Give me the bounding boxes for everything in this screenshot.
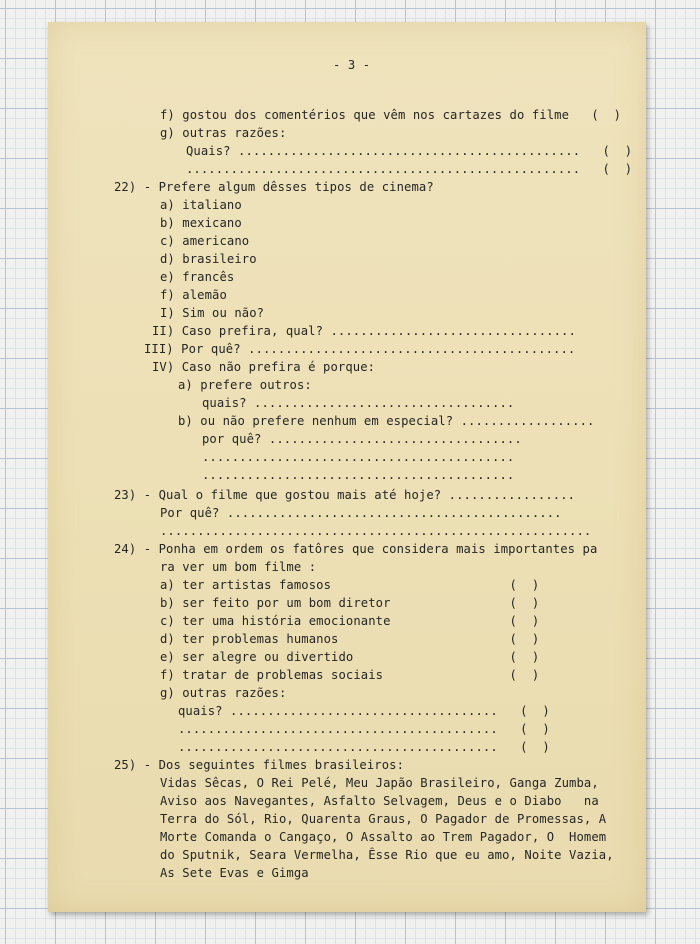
text-line: do Sputnik, Seara Vermelha, Êsse Rio que eu amo, Noite Vazia, [160, 848, 614, 862]
text-line: b) ser feito por um bom diretor ( ) [160, 596, 540, 610]
text-line: f) tratar de problemas sociais ( ) [160, 668, 540, 682]
text-line: g) outras razões: [160, 126, 287, 140]
text-line: c) americano [160, 234, 250, 248]
text-line: Quais? .............................................. ( ) [186, 144, 633, 158]
text-line: quais? .................................... ( ) [178, 704, 550, 718]
text-line: ........................................... ( ) [178, 722, 550, 736]
text-line: Terra do Sól, Rio, Quarenta Graus, O Pagador de Promessas, A [160, 812, 607, 826]
text-line: III) Por quê? ............................................ [144, 342, 576, 356]
text-line: IV) Caso não prefira é porque: [152, 360, 376, 374]
text-line: .......................................... [202, 450, 515, 464]
text-line: II) Caso prefira, qual? ................................. [152, 324, 576, 338]
text-line: ........................................... ( ) [178, 740, 550, 754]
text-line: I) Sim ou não? [160, 306, 265, 320]
text-line: b) ou não prefere nenhum em especial? .................. [178, 414, 595, 428]
text-line: f) alemão [160, 288, 227, 302]
text-line: d) brasileiro [160, 252, 257, 266]
question-heading: 23) - Qual o filme que gostou mais até hoje? ................. [114, 488, 576, 502]
text-line: Morte Comanda o Cangaço, O Assalto ao Trem Pagador, O Homem [160, 830, 607, 844]
text-line: .......................................... [202, 468, 515, 482]
question-heading: 25) - Dos seguintes filmes brasileiros: [114, 758, 405, 772]
document-page [48, 22, 646, 912]
question-heading: 24) - Ponha em ordem os fatôres que considera mais importantes pa [114, 542, 598, 556]
text-line: g) outras razões: [160, 686, 287, 700]
text-line: c) ter uma história emocionante ( ) [160, 614, 540, 628]
text-line: Aviso aos Navegantes, Asfalto Selvagem, Deus e o Diabo na [160, 794, 599, 808]
text-line: por quê? .................................. [202, 432, 522, 446]
text-line: a) prefere outros: [178, 378, 312, 392]
text-line: quais? ................................... [202, 396, 515, 410]
text-line: e) francês [160, 270, 235, 284]
text-line: .......................................................... [160, 524, 592, 538]
text-line: ..................................................... ( ) [186, 162, 633, 176]
text-line: d) ter problemas humanos ( ) [160, 632, 540, 646]
page-number: - 3 - [333, 58, 371, 72]
text-line: a) ter artistas famosos ( ) [160, 578, 540, 592]
text-line: As Sete Evas e Gimga [160, 866, 309, 880]
text-line: f) gostou dos comentérios que vêm nos cartazes do filme ( ) [160, 108, 622, 122]
question-heading: 22) - Prefere algum dêsses tipos de cinema? [114, 180, 434, 194]
text-line: a) italiano [160, 198, 242, 212]
text-line: b) mexicano [160, 216, 242, 230]
text-line: Vidas Sêcas, O Rei Pelé, Meu Japão Brasileiro, Ganga Zumba, [160, 776, 599, 790]
text-line: Por quê? ............................................. [160, 506, 562, 520]
text-line: e) ser alegre ou divertido ( ) [160, 650, 540, 664]
text-line: ra ver um bom filme : [160, 560, 317, 574]
